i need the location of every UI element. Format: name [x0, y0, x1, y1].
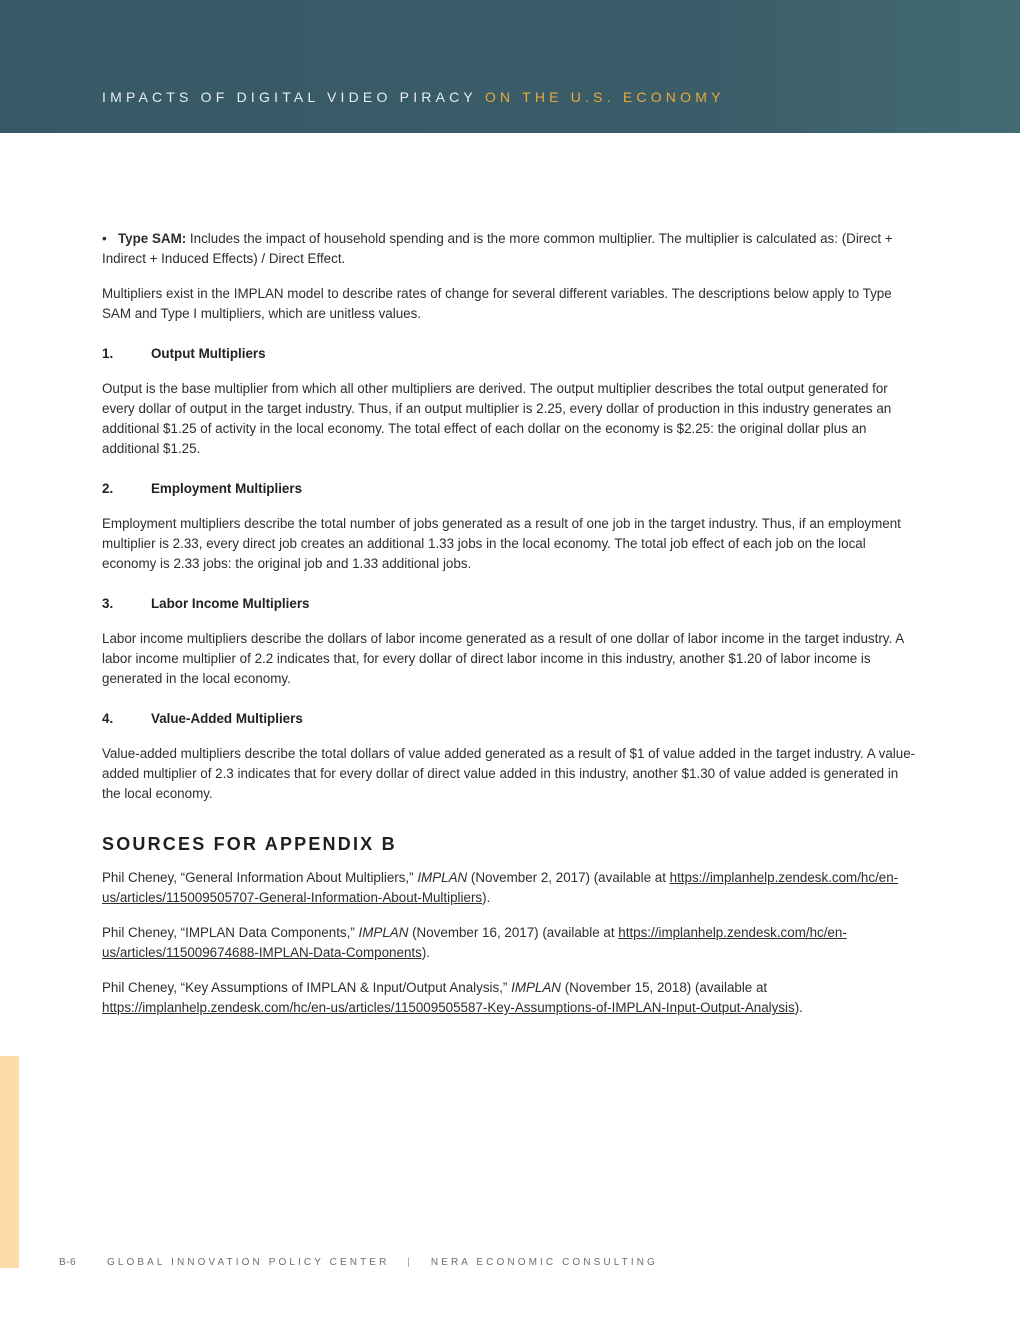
footer-left-text: GLOBAL INNOVATION POLICY CENTER: [106, 1257, 390, 1268]
source-link[interactable]: https://implanhelp.zendesk.com/hc/en-us/articles/115009505587-Key-Assumptions-of-IMPLAN-Input-Output-Analysis: [102, 1000, 795, 1015]
source-lead: Phil Cheney, “Key Assumptions of IMPLAN & Input/Output Analysis,”: [102, 980, 512, 995]
page-number: B-6: [59, 1257, 77, 1268]
source-publisher: IMPLAN: [511, 980, 561, 995]
section-body-value-added: Value-added multipliers describe the total dollars of value added generated as a result of $1 of value added in the target industry. A value-added multiplier of 2.3 indicates that for every dollar of direct value added in this industry, another $1.30 of value added is generated in the local economy.: [102, 746, 916, 801]
source-tail: ).: [794, 1000, 803, 1015]
section-title: Labor Income Multipliers: [151, 596, 310, 611]
sources-heading: SOURCES FOR APPENDIX B: [102, 834, 397, 854]
footer-right-text: NERA ECONOMIC CONSULTING: [430, 1257, 658, 1268]
section-number: 4.: [102, 711, 114, 726]
section-title: Value-Added Multipliers: [151, 711, 303, 726]
bullet-text: Includes the impact of household spending and is the more common multiplier. The multiplier is calculated as: (Direct + Indirect + Induced Effects) / Direct Effect.: [102, 231, 893, 266]
section-heading-employment: [102, 479, 917, 499]
section-title: Output Multipliers: [151, 346, 266, 361]
source-date: (November 16, 2017) (available at: [408, 925, 619, 940]
source-entry: [102, 923, 917, 963]
section-body-employment: Employment multipliers describe the total number of jobs generated as a result of one job in the target industry. Thus, if an employment multiplier is 2.33, every direct job creates an additional 1.33 jobs in the local economy. The total job effect of each job on the local economy is 2.33 jobs: the original job and 1.33 additional jobs.: [102, 516, 901, 571]
header-title-main: IMPACTS OF DIGITAL VIDEO PIRACY: [102, 89, 477, 105]
source-entry: [102, 868, 917, 908]
header-band: [0, 0, 1020, 133]
section-body-labor-income: Labor income multipliers describe the dollars of labor income generated as a result of one dollar of labor income in the target industry. A labor income multiplier of 2.2 indicates that, for every dollar of direct labor income in this industry, another $1.20 of labor income is generated in the local economy.: [102, 631, 904, 686]
bullet-label: Type SAM:: [118, 231, 187, 246]
source-lead: Phil Cheney, “IMPLAN Data Components,”: [102, 925, 359, 940]
page-footer: [59, 1257, 658, 1268]
section-heading-labor-income: [102, 594, 917, 614]
source-lead: Phil Cheney, “General Information About Multipliers,”: [102, 870, 418, 885]
section-heading-output: [102, 344, 917, 364]
source-link[interactable]: https://implanhelp.zendesk.com/hc/en-us/articles/115009674688-IMPLAN-Data-Components: [102, 925, 847, 960]
header-title-accent: ON THE U.S. ECONOMY: [484, 89, 725, 105]
source-publisher: IMPLAN: [417, 870, 468, 885]
section-number: 1.: [102, 346, 114, 361]
footer-separator: |: [407, 1257, 413, 1268]
bullet-type-sam: [102, 229, 917, 269]
page-header-title: [102, 89, 725, 105]
source-date: (November 2, 2017) (available at: [467, 870, 670, 885]
side-accent-tab: [0, 1056, 19, 1268]
section-title: Employment Multipliers: [151, 481, 303, 496]
section-heading-value-added: [102, 709, 917, 729]
intro-paragraph: Multipliers exist in the IMPLAN model to describe rates of change for several different variables. The descriptions below apply to Type SAM and Type I multipliers, which are unitless values.: [102, 286, 892, 321]
section-number: 2.: [102, 481, 114, 496]
source-entry: [102, 978, 917, 1018]
source-date: (November 15, 2018) (available at: [560, 980, 768, 995]
section-number: 3.: [102, 596, 114, 611]
main-content: [102, 229, 917, 1033]
source-publisher: IMPLAN: [358, 925, 409, 940]
source-tail: ).: [482, 890, 491, 905]
source-link[interactable]: https://implanhelp.zendesk.com/hc/en-us/articles/115009505707-General-Information-About-Multipliers: [102, 870, 899, 905]
section-body-output: Output is the base multiplier from which all other multipliers are derived. The output multiplier describes the total output generated for every dollar of output in the target industry. Thus, if an output multiplier is 2.25, every dollar of production in this industry generates an additional $1.25 of activity in the local economy. The total effect of each dollar on the economy is $2.25: the original dollar plus an additional $1.25.: [102, 381, 892, 456]
bullet-symbol: •: [102, 231, 107, 246]
source-tail: ).: [421, 945, 430, 960]
